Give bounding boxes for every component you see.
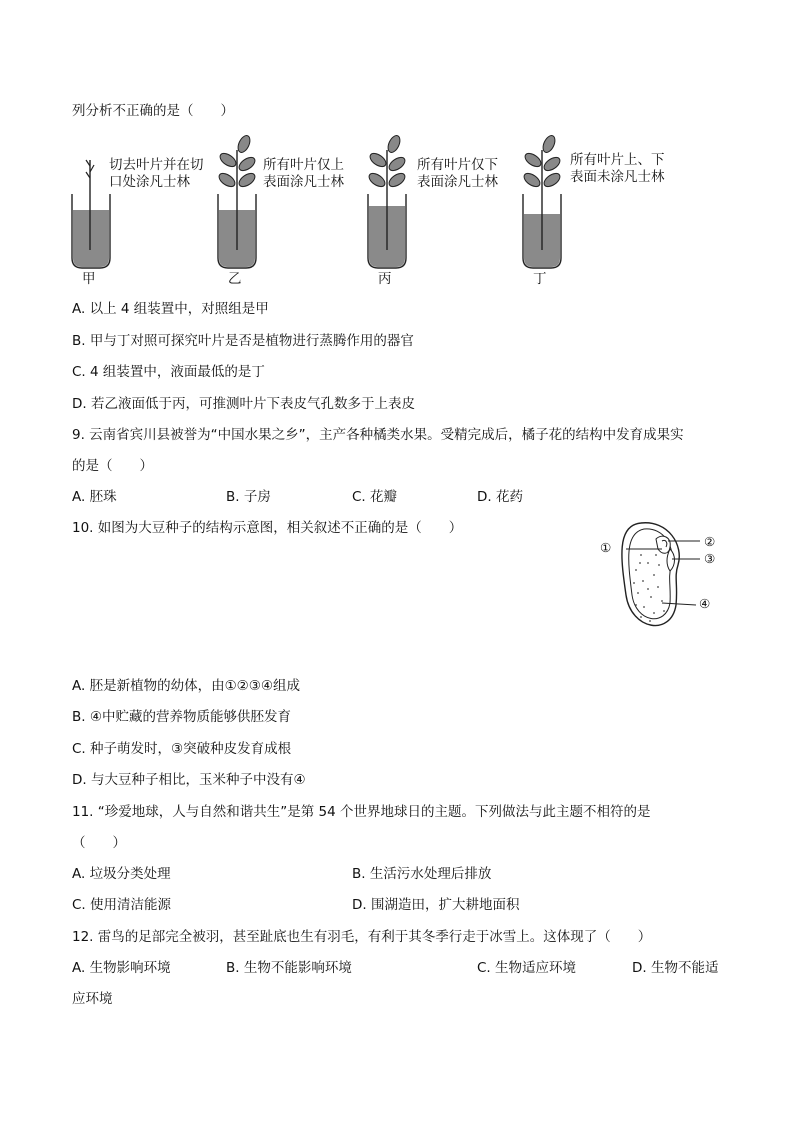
seed-label-4: ④ bbox=[699, 596, 711, 611]
seed-label-3: ③ bbox=[704, 551, 716, 566]
q12-stem: 12. 雷鸟的足部完全被羽，甚至趾底也生有羽毛，有利于其冬季行走于冰雪上。这体现了（ ） bbox=[72, 929, 652, 945]
tube-jia-caption-1: 切去叶片并在切 bbox=[109, 157, 204, 173]
q11-option-b: B. 生活污水处理后排放 bbox=[352, 866, 492, 882]
tube-jia-caption-2: 口处涂凡士林 bbox=[109, 174, 190, 190]
tube-yi-caption-2: 表面涂凡士林 bbox=[263, 174, 344, 190]
q12-option-d: D. 生物不能适 bbox=[632, 960, 719, 976]
q8-stem-tail: 列分析不正确的是（ ） bbox=[72, 103, 234, 119]
q9-option-d: D. 花药 bbox=[477, 489, 523, 505]
q11-option-c: C. 使用清洁能源 bbox=[72, 897, 172, 913]
q11-stem-line1: 11. “珍爱地球，人与自然和谐共生”是第 54 个世界地球日的主题。下列做法与此主题不相符的是 bbox=[72, 804, 651, 820]
q12-option-a: A. 生物影响环境 bbox=[72, 960, 171, 976]
tube-bing-caption-1: 所有叶片仅下 bbox=[417, 157, 498, 173]
q8-option-d: D. 若乙液面低于丙，可推测叶片下表皮气孔数多于上表皮 bbox=[72, 396, 415, 412]
tube-yi-label: 乙 bbox=[228, 271, 242, 287]
tube-yi-figure bbox=[212, 130, 262, 270]
q11-stem-line2: （ ） bbox=[72, 835, 126, 851]
q9-stem-line1: 9. 云南省宾川县被誉为“中国水果之乡”，主产各种橘类水果。受精完成后，橘子花的结构中发育成果实 bbox=[72, 427, 684, 443]
q8-option-a: A. 以上 4 组装置中，对照组是甲 bbox=[72, 301, 269, 317]
q11-option-d: D. 围湖造田，扩大耕地面积 bbox=[352, 897, 520, 913]
q10-option-c: C. 种子萌发时，③突破种皮发育成根 bbox=[72, 741, 292, 757]
q9-option-c: C. 花瓣 bbox=[352, 489, 398, 505]
tube-bing-label: 丙 bbox=[378, 271, 392, 287]
tube-ding-label: 丁 bbox=[533, 271, 547, 287]
q10-option-b: B. ④中贮藏的营养物质能够供胚发育 bbox=[72, 709, 291, 725]
q9-option-b: B. 子房 bbox=[226, 489, 271, 505]
q9-stem-line2: 的是（ ） bbox=[72, 458, 153, 474]
q10-option-d: D. 与大豆种子相比，玉米种子中没有④ bbox=[72, 772, 306, 788]
q11-option-a: A. 垃圾分类处理 bbox=[72, 866, 171, 882]
q12-option-b: B. 生物不能影响环境 bbox=[226, 960, 352, 976]
q12-option-c: C. 生物适应环境 bbox=[477, 960, 577, 976]
tube-ding-caption-1: 所有叶片上、下 bbox=[570, 152, 665, 168]
q8-option-c: C. 4 组装置中，液面最低的是丁 bbox=[72, 364, 265, 380]
tube-bing-caption-2: 表面涂凡士林 bbox=[417, 174, 498, 190]
tube-yi-caption-1: 所有叶片仅上 bbox=[263, 157, 344, 173]
q8-option-b: B. 甲与丁对照可探究叶片是否是植物进行蒸腾作用的器官 bbox=[72, 333, 414, 349]
q9-option-a: A. 胚珠 bbox=[72, 489, 117, 505]
seed-label-2: ② bbox=[704, 534, 716, 549]
q12-option-d-continuation: 应环境 bbox=[72, 991, 113, 1007]
tube-ding-caption-2: 表面未涂凡士林 bbox=[570, 169, 665, 185]
q10-option-a: A. 胚是新植物的幼体，由①②③④组成 bbox=[72, 678, 300, 694]
tube-jia-label: 甲 bbox=[82, 271, 96, 287]
tube-bing-figure bbox=[362, 130, 412, 270]
q10-stem: 10. 如图为大豆种子的结构示意图，相关叙述不正确的是（ ） bbox=[72, 520, 463, 536]
seed-label-1: ① bbox=[600, 540, 612, 555]
tube-ding-figure bbox=[517, 130, 567, 270]
